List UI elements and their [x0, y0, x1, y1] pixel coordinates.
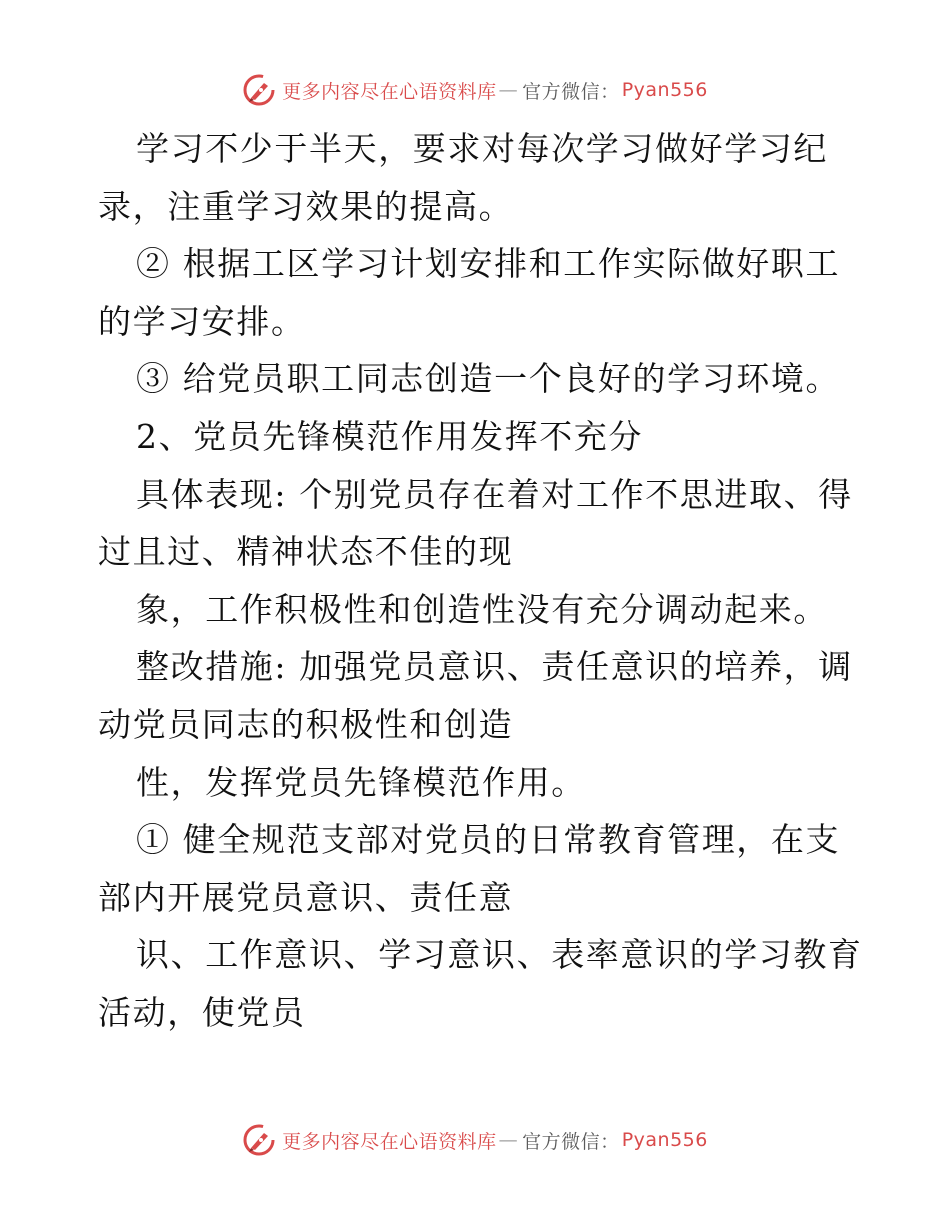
- footer-watermark: [0, 1120, 950, 1160]
- pen-logo-icon: [242, 1123, 276, 1157]
- text-line: 的学习安排。: [98, 301, 306, 341]
- text-line: ③ 给党员职工同志创造一个良好的学习环境。: [136, 359, 841, 399]
- text-line: 识、工作意识、学习意识、表率意识的学习教育: [136, 935, 863, 975]
- text-line: 象，工作积极性和创造性没有充分调动起来。: [136, 589, 828, 629]
- text-line: 录，注重学习效果的提高。: [98, 186, 514, 226]
- banner-wechat-id: Pyan556: [621, 79, 708, 101]
- banner-wechat-id: Pyan556: [621, 1129, 708, 1151]
- pen-logo-icon: [242, 73, 276, 107]
- text-line: 活动，使党员: [98, 992, 306, 1032]
- text-line: 部内开展党员意识、责任意: [98, 877, 514, 917]
- banner-wechat-label: 官方微信：: [522, 1130, 620, 1153]
- text-line: 2、党员先锋模范作用发挥不充分: [136, 416, 643, 456]
- header-watermark: [0, 70, 950, 110]
- banner-prefix: 更多内容尽在心语资料库: [282, 80, 497, 103]
- banner-dash: —: [498, 1129, 519, 1151]
- text-line: 动党员同志的积极性和创造: [98, 704, 514, 744]
- text-line: 具体表现: 个别党员存在着对工作不思进取、得: [136, 474, 853, 514]
- text-line: 学习不少于半天，要求对每次学习做好学习纪: [136, 129, 828, 168]
- text-line: 过且过、精神状态不佳的现: [98, 532, 514, 572]
- banner-dash: —: [498, 79, 519, 101]
- banner-wechat-label: 官方微信：: [522, 80, 620, 103]
- banner-prefix: 更多内容尽在心语资料库: [282, 1130, 497, 1153]
- document-body: [98, 120, 863, 1042]
- text-line: ① 健全规范支部对党员的日常教育管理，在支: [136, 820, 841, 860]
- text-line: 性，发挥党员先锋模范作用。: [136, 762, 586, 802]
- text-line: 整改措施: 加强党员意识、责任意识的培养，调: [136, 647, 853, 687]
- text-line: ② 根据工区学习计划安排和工作实际做好职工: [136, 244, 841, 284]
